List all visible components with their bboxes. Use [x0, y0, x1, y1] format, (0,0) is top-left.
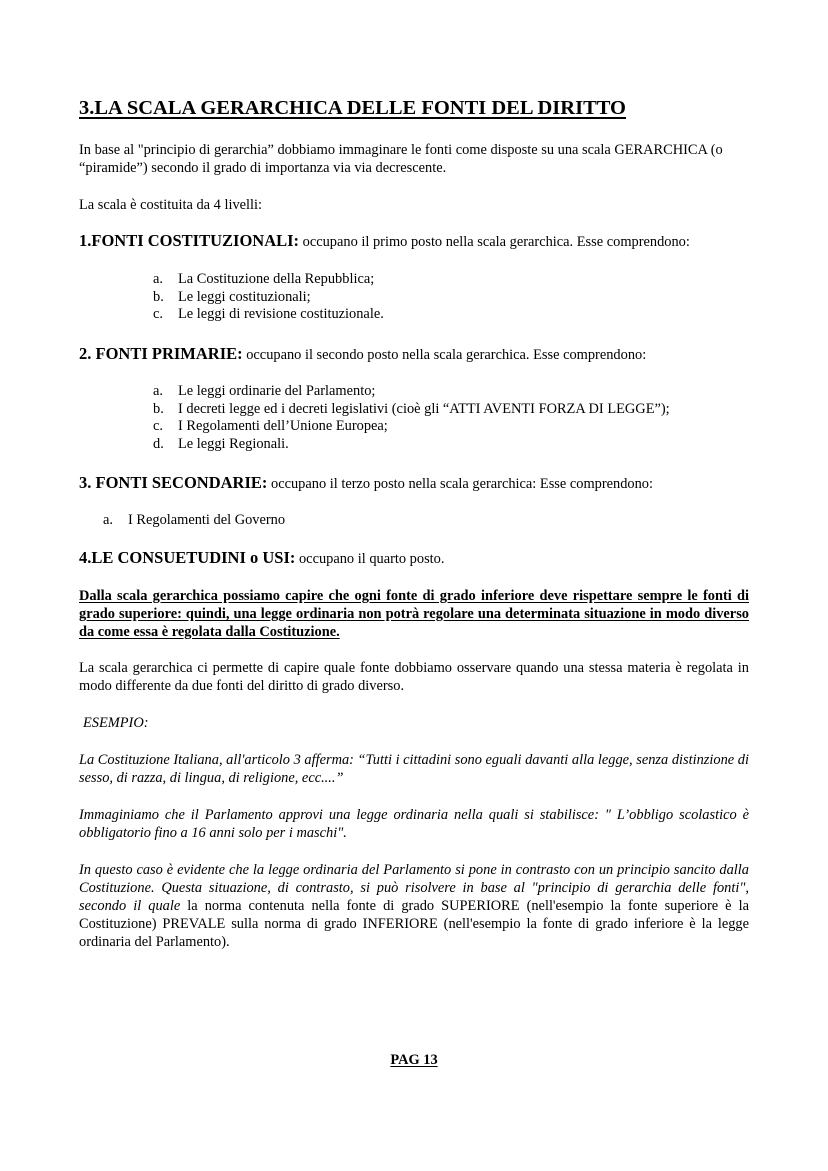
list-item [153, 289, 384, 307]
list-item-text: La Costituzione della Repubblica; [178, 271, 375, 287]
list-item-text: Le leggi costituzionali; [178, 288, 311, 305]
example-label: ESEMPIO: [83, 715, 149, 731]
levels-intro: La scala è costituita da 4 livelli: [79, 197, 263, 213]
intro-paragraph: In base al "principio di gerarchia” dobbiamo immaginare le fonti come disposte su una scala GERARCHICA (o “piramide”) secondo il grado di importanza via via decrescente. [79, 142, 723, 176]
section-4-text: occupano il quarto posto. [295, 551, 445, 567]
example-paragraph-3 [79, 861, 749, 951]
example-paragraph-2: Immaginiamo che il Parlamento approvi una legge ordinaria nella quali si stabilisce: " L’obbligo scolastico è obbligatorio fino a 16 anni solo per i maschi". [79, 807, 749, 841]
list-item-text: I decreti legge ed i decreti legislativi (cioè gli “ATTI AVENTI FORZA DI LEGGE”); [178, 400, 670, 417]
list-item [153, 383, 670, 401]
example-3-regular-text: la norma contenuta nella fonte di grado SUPERIORE (nell'esempio la fonte superiore è la Costituzione) PREVALE sulla norma di grado INFERIORE (nell'esempio la fonte di grado inferiore è la legge ordinaria del Parlamento). [79, 898, 749, 950]
page-number: PAG 13 [390, 1052, 438, 1068]
section-1-list [153, 271, 384, 324]
list-item [153, 306, 384, 324]
example-3-italic-text: In questo caso è evidente che la legge ordinaria del Parlamento si pone in contrasto con un principio sancito dalla Costituzione. Questa situazione, di contrasto, si può risolvere in base al "principio di gerarchia delle fonti", secondo il quale [79, 862, 749, 914]
list-marker: d. [153, 435, 164, 452]
list-marker: a. [153, 383, 163, 399]
list-item-text: I Regolamenti del Governo [128, 512, 286, 528]
list-item [153, 271, 384, 289]
section-3-list [103, 512, 285, 530]
list-item-text: Le leggi ordinarie del Parlamento; [178, 383, 376, 399]
section-1-text: occupano il primo posto nella scala gerarchica. Esse comprendono: [299, 234, 690, 250]
section-2-title: 2. FONTI PRIMARIE: [79, 344, 243, 363]
list-marker: b. [153, 288, 164, 305]
section-4-title: 4.LE CONSUETUDINI o USI: [79, 548, 296, 567]
list-item [103, 512, 285, 530]
section-2-list [153, 383, 670, 453]
page-title: 3.LA SCALA GERARCHICA DELLE FONTI DEL DIRITTO [79, 97, 626, 119]
list-marker: a. [103, 512, 113, 528]
list-marker: c. [153, 418, 163, 435]
list-item-text: Le leggi di revisione costituzionale. [178, 306, 384, 323]
section-heading-2 [79, 344, 646, 365]
list-item [153, 401, 670, 419]
section-heading-4 [79, 548, 444, 569]
list-item [153, 418, 670, 436]
section-3-text: occupano il terzo posto nella scala gerarchica: Esse comprendono: [267, 476, 654, 492]
list-item-text: I Regolamenti dell’Unione Europea; [178, 418, 388, 435]
principle-paragraph: Dalla scala gerarchica possiamo capire che ogni fonte di grado inferiore deve rispettare sempre le fonti di grado superiore: quindi, una legge ordinaria non potrà regolare una determinata situazione in modo diverso da come essa è regolata dalla Costituzione. [79, 588, 749, 640]
conflict-paragraph: La scala gerarchica ci permette di capire quale fonte dobbiamo osservare quando una stessa materia è regolata in modo differente da due fonti del diritto di grado diverso. [79, 660, 749, 694]
list-marker: c. [153, 306, 163, 323]
section-heading-1 [79, 231, 690, 252]
list-item [153, 436, 670, 454]
section-1-title: 1.FONTI COSTITUZIONALI: [79, 231, 300, 250]
list-item-text: Le leggi Regionali. [178, 435, 289, 452]
section-heading-3 [79, 473, 653, 494]
list-marker: b. [153, 400, 164, 417]
list-marker: a. [153, 271, 163, 287]
section-2-text: occupano il secondo posto nella scala gerarchica. Esse comprendono: [242, 347, 647, 363]
example-paragraph-1: La Costituzione Italiana, all'articolo 3 afferma: “Tutti i cittadini sono eguali davanti alla legge, senza distinzione di sesso, di razza, di lingua, di religione, ecc....” [79, 752, 749, 786]
section-3-title: 3. FONTI SECONDARIE: [79, 473, 268, 492]
